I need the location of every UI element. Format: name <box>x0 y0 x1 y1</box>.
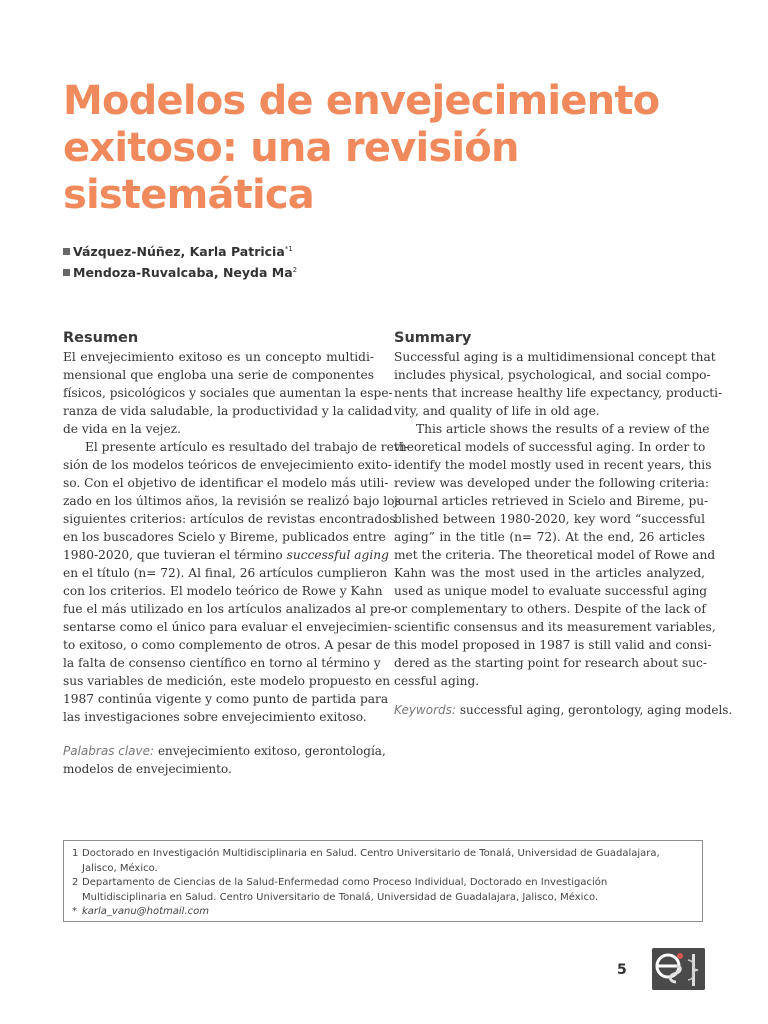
resumen-section <box>63 328 409 778</box>
footnote-number: 2 <box>72 877 79 888</box>
text-line <box>63 742 386 760</box>
text-line: Doctorado en Investigación Multidisciplinaria en Salud. Centro Universitario de Tonalá, Universidad de Guadalajara, <box>82 848 660 859</box>
text-line <box>394 701 733 719</box>
text-line: El envejecimiento exitoso es un concepto multidi- <box>63 350 374 364</box>
author-name: Mendoza-Ruvalcaba, Neyda Ma <box>73 265 293 280</box>
resumen-paragraph-2 <box>63 438 409 726</box>
title-line: Modelos de envejecimiento <box>63 78 660 124</box>
summary-keywords <box>394 701 733 719</box>
text-line: 1987 continúa vigente y como punto de partida para <box>63 692 389 706</box>
summary-section <box>394 328 733 719</box>
text-line: Successful aging is a multidimensional concept that <box>394 350 716 364</box>
footnote-contact <box>72 905 694 920</box>
footnote-2 <box>72 876 694 905</box>
text-line: blished between 1980-2020, key word “successful <box>394 512 705 526</box>
term-italic: successful aging <box>286 548 389 562</box>
text-line: en los buscadores Scielo y Bireme, publicados entre <box>63 530 386 544</box>
text-line: de vida en la vejez. <box>63 422 181 436</box>
text-line: Kahn was the most used in the articles analyzed, <box>394 566 705 580</box>
text-fragment: 1980-2020, que tuvieran el término <box>63 548 283 562</box>
text-line: journal articles retrieved in Scielo and Bireme, pu- <box>394 494 709 508</box>
footnote-text <box>82 876 607 905</box>
text-line: con los criterios. El modelo teórico de Rowe y Kahn <box>63 584 383 598</box>
author-1 <box>63 240 297 261</box>
text-line: en el título (n= 72). Al final, 26 artículos cumplieron <box>63 566 388 580</box>
author-2 <box>63 261 297 282</box>
text-line: las investigaciones sobre envejecimiento exitoso. <box>63 710 367 724</box>
square-bullet-icon <box>63 269 70 276</box>
text-line: includes physical, psychological, and social compo- <box>394 368 711 382</box>
author-name: Vázquez-Núñez, Karla Patricia <box>73 244 285 259</box>
text-line: aging” in the title (n= 72). At the end, 26 articles <box>394 530 705 544</box>
keywords-label: Keywords: <box>394 703 456 717</box>
text-line: Jalisco, México. <box>82 862 158 874</box>
resumen-heading: Resumen <box>63 330 139 346</box>
text-line: theoretical models of successful aging. In order to <box>394 440 706 454</box>
text-line: scientific consensus and its measurement variables, <box>394 620 716 634</box>
text-line: mensional que engloba una serie de componentes <box>63 368 374 382</box>
keywords-text: successful aging, gerontology, aging models. <box>459 703 733 717</box>
footnote-text <box>82 847 660 876</box>
text-line: met the criteria. The theoretical model of Rowe and <box>394 548 716 562</box>
square-bullet-icon <box>63 248 70 255</box>
author-mark: *1 <box>284 245 293 253</box>
text-line: This article shows the results of a review of the <box>416 422 710 436</box>
summary-paragraph-2 <box>394 420 716 690</box>
text-line: sentarse como el único para evaluar el envejecimien- <box>63 620 392 634</box>
text-line: la falta de consenso científico en torno al término y <box>63 656 381 670</box>
journal-logo-graphic <box>652 948 705 990</box>
title-line: sistemática <box>63 172 314 218</box>
keywords-text: modelos de envejecimiento. <box>63 762 232 776</box>
contact-email[interactable]: karla_vanu@hotmail.com <box>82 906 209 917</box>
text-line: El presente artículo es resultado del trabajo de revi- <box>85 440 409 454</box>
journal-logo-icon <box>652 948 705 990</box>
text-line: nents that increase healthy life expectancy, producti- <box>394 386 723 400</box>
author-list <box>63 240 297 282</box>
text-line: review was developed under the following criteria: <box>394 476 710 490</box>
text-line: siguientes criterios: artículos de revistas encontrados <box>63 512 396 526</box>
text-line: dered as the starting point for research about suc- <box>394 656 707 670</box>
text-line: físicos, psicológicos y sociales que aumentan la espe- <box>63 386 393 400</box>
resumen-keywords <box>63 742 386 778</box>
text-line: Multidisciplinaria en Salud. Centro Universitario de Tonalá, Universidad de Guadalajara, Jalisco, México. <box>82 891 599 903</box>
text-line: identify the model mostly used in recent years, this <box>394 458 712 472</box>
text-line: sión de los modelos teóricos de envejecimiento exito- <box>63 458 392 472</box>
page-number: 5 <box>617 962 627 978</box>
footnote-1 <box>72 847 694 876</box>
keywords-text: envejecimiento exitoso, gerontología, <box>157 744 386 758</box>
footnote-text <box>82 905 209 920</box>
text-line: so. Con el objetivo de identificar el modelo más utili- <box>63 476 389 490</box>
summary-heading: Summary <box>394 330 472 346</box>
text-line: this model proposed in 1987 is still valid and consi- <box>394 638 712 652</box>
text-line: to exitoso, o como complemento de otros. A pesar de <box>63 638 391 652</box>
article-title <box>63 78 723 219</box>
footnote-number: 1 <box>72 848 79 859</box>
text-line: zado en los últimos años, la revisión se realizó bajo los <box>63 494 401 508</box>
author-mark: 2 <box>292 266 298 274</box>
text-line: ranza de vida saludable, la productividad y la calidad <box>63 404 393 418</box>
footnotes-box <box>63 840 703 922</box>
text-line: used as unique model to evaluate successful aging <box>394 584 708 598</box>
text-line <box>63 546 389 564</box>
resumen-paragraph-1 <box>63 348 393 438</box>
text-line: fue el más utilizado en los artículos analizados al pre- <box>63 602 395 616</box>
summary-paragraph-1 <box>394 348 723 420</box>
text-line: sus variables de medición, este modelo propuesto en <box>63 674 391 688</box>
text-line: or complementary to others. Despite of the lack of <box>394 602 706 616</box>
title-line: exitoso: una revisión <box>63 125 519 171</box>
text-line: Departamento de Ciencias de la Salud-Enfermedad como Proceso Individual, Doctorado en Investigación <box>82 877 608 888</box>
text-line: cessful aging. <box>394 674 480 688</box>
text-line: vity, and quality of life in old age. <box>394 404 600 418</box>
footnote-number: * <box>72 906 77 917</box>
keywords-label: Palabras clave: <box>63 744 155 758</box>
